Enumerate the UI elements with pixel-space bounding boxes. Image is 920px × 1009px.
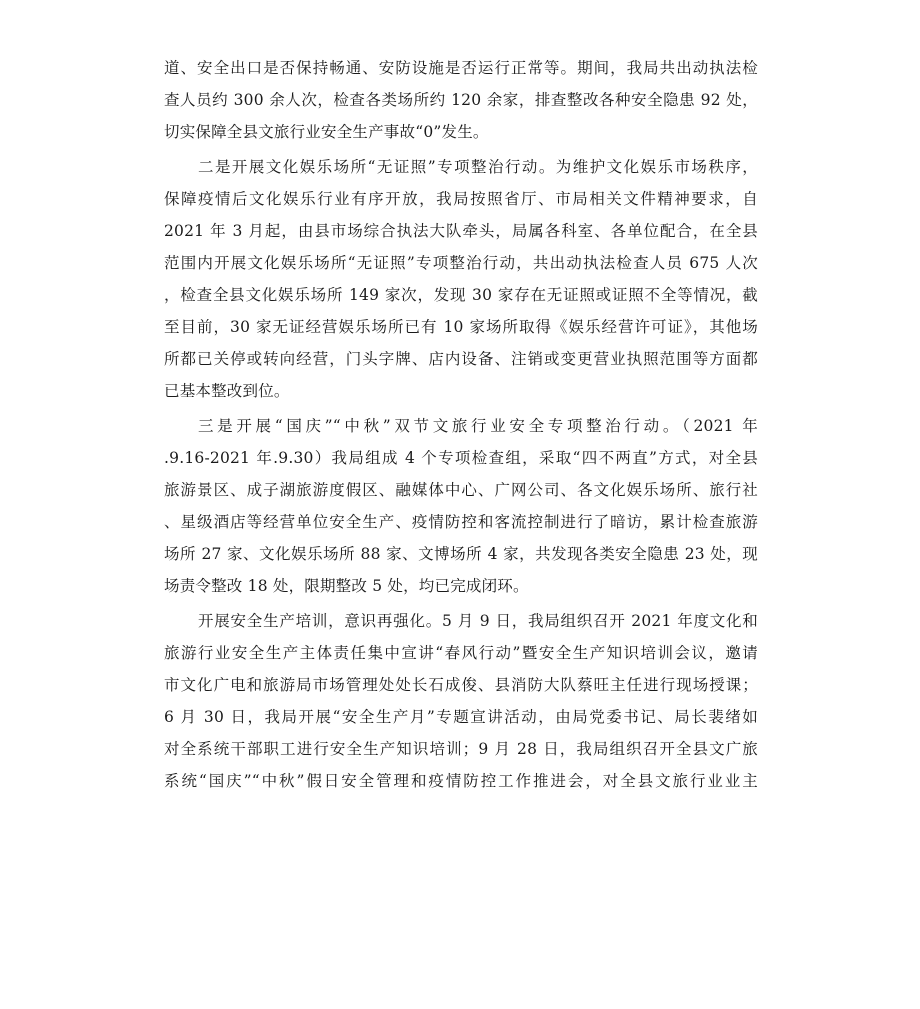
- text-line: 市文化广电和旅游局市场管理处处长石成俊、县消防大队蔡旺主任进行现场授课；: [164, 676, 758, 694]
- text-line: 已基本整改到位。: [164, 382, 290, 400]
- text-line: 旅游行业安全生产主体责任集中宣讲“春风行动”暨安全生产知识培训会议，邀请: [164, 644, 758, 662]
- text-line: 范围内开展文化娱乐场所“无证照”专项整治行动，共出动执法检查人员 675 人次: [164, 254, 758, 272]
- text-line: 开展安全生产培训，意识再强化。5 月 9 日，我局组织召开 2021 年度文化和: [198, 612, 758, 630]
- paragraph-safety-inspection: [164, 52, 758, 148]
- paragraph-unlicensed-venues: [164, 151, 758, 407]
- text-line: 、星级酒店等经营单位安全生产、疫情防控和客流控制进行了暗访，累计检查旅游: [164, 513, 758, 531]
- text-line: 场责令整改 18 处，限期整改 5 处，均已完成闭环。: [164, 577, 529, 595]
- text-line: 系统“国庆”“中秋”假日安全管理和疫情防控工作推进会，对全县文旅行业业主: [164, 772, 758, 790]
- paragraph-safety-training: [164, 605, 758, 797]
- text-line: 保障疫情后文化娱乐行业有序开放，我局按照省厅、市局相关文件精神要求，自: [164, 190, 758, 208]
- text-line: 道、安全出口是否保持畅通、安防设施是否运行正常等。期间，我局共出动执法检: [164, 59, 758, 77]
- text-line: .9.16-2021 年.9.30）我局组成 4 个专项检查组，采取“四不两直”方式，对全县: [164, 449, 758, 467]
- text-line: 场所 27 家、文化娱乐场所 88 家、文博场所 4 家，共发现各类安全隐患 23 处，现: [164, 545, 758, 563]
- text-line: 切实保障全县文旅行业安全生产事故“0”发生。: [164, 123, 489, 141]
- text-line: 旅游景区、成子湖旅游度假区、融媒体中心、广网公司、各文化娱乐场所、旅行社: [164, 481, 758, 499]
- text-line: 6 月 30 日，我局开展“安全生产月”专题宣讲活动，由局党委书记、局长裴绪如: [164, 708, 758, 726]
- text-line: 对全系统干部职工进行安全生产知识培训；9 月 28 日，我局组织召开全县文广旅: [164, 740, 758, 758]
- text-line: 查人员约 300 余人次，检查各类场所约 120 余家，排查整改各种安全隐患 92 处，: [164, 91, 758, 109]
- text-line: 三是开展“国庆”“中秋”双节文旅行业安全专项整治行动。（2021 年: [198, 417, 758, 435]
- document-body: [164, 52, 758, 800]
- paragraph-holiday-campaign: [164, 410, 758, 602]
- text-line: 所都已关停或转向经营，门头字牌、店内设备、注销或变更营业执照范围等方面都: [164, 350, 758, 368]
- text-line: 二是开展文化娱乐场所“无证照”专项整治行动。为维护文化娱乐市场秩序，: [198, 158, 758, 176]
- text-line: 2021 年 3 月起，由县市场综合执法大队牵头，局属各科室、各单位配合，在全县: [164, 222, 758, 240]
- text-line: ，检查全县文化娱乐场所 149 家次，发现 30 家存在无证照或证照不全等情况，截: [164, 286, 758, 304]
- text-line: 至目前，30 家无证经营娱乐场所已有 10 家场所取得《娱乐经营许可证》，其他场: [164, 318, 758, 336]
